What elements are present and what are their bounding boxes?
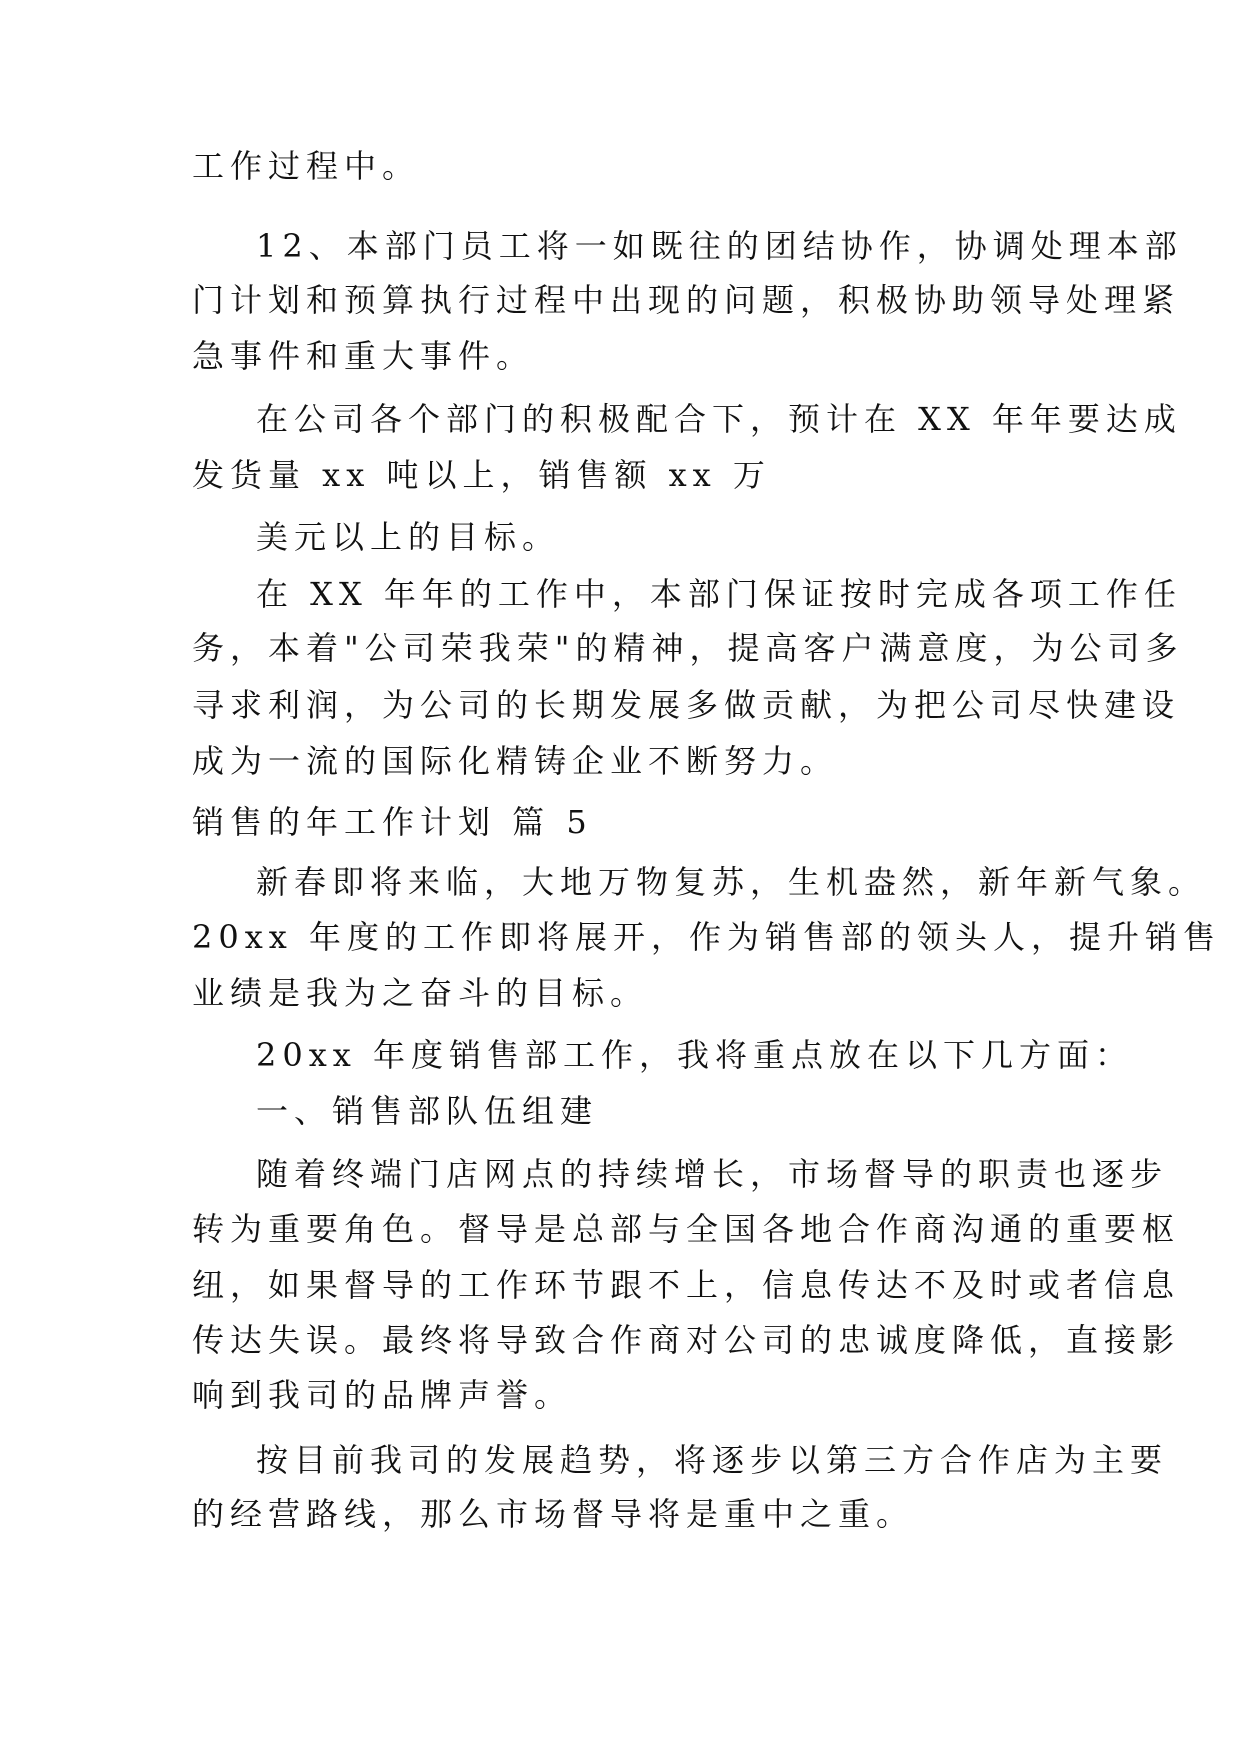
text-line: 寻求利润，为公司的长期发展多做贡献，为把公司尽快建设 [192, 686, 1181, 724]
text-line: 新春即将来临，大地万物复苏，生机盎然，新年新气象。 [256, 863, 1207, 901]
text-line: 12、本部门员工将一如既往的团结协作，协调处理本部 [256, 227, 1183, 265]
text-line: 务，本着"公司荣我荣"的精神，提高客户满意度，为公司多 [192, 629, 1184, 667]
text-line: 传达失误。最终将导致合作商对公司的忠诚度降低，直接影 [192, 1321, 1181, 1359]
text-line: 工作过程中。 [192, 147, 421, 185]
text-line: 急事件和重大事件。 [192, 337, 535, 375]
text-line: 发货量 xx 吨以上，销售额 xx 万 [192, 456, 771, 494]
text-line: 20xx 年度销售部工作，我将重点放在以下几方面： [256, 1036, 1133, 1074]
subheading: 一、销售部队伍组建 [256, 1092, 599, 1130]
text-line: 在公司各个部门的积极配合下，预计在 XX 年年要达成 [256, 400, 1182, 438]
text-line: 响到我司的品牌声誉。 [192, 1376, 573, 1414]
text-line: 按目前我司的发展趋势，将逐步以第三方合作店为主要 [256, 1441, 1169, 1479]
text-line: 20xx 年度的工作即将展开，作为销售部的领头人，提升销售 [192, 918, 1221, 956]
section-heading: 销售的年工作计划 篇 5 [192, 803, 593, 841]
text-line: 门计划和预算执行过程中出现的问题，积极协助领导处理紧 [192, 281, 1181, 319]
text-line: 业绩是我为之奋斗的目标。 [192, 974, 649, 1012]
text-line: 纽，如果督导的工作环节跟不上，信息传达不及时或者信息 [192, 1266, 1181, 1304]
text-line: 在 XX 年年的工作中，本部门保证按时完成各项工作任 [256, 575, 1182, 613]
text-line: 成为一流的国际化精铸企业不断努力。 [192, 742, 839, 780]
text-line: 的经营路线，那么市场督导将是重中之重。 [192, 1495, 915, 1533]
text-line: 转为重要角色。督导是总部与全国各地合作商沟通的重要枢 [192, 1210, 1181, 1248]
text-line: 美元以上的目标。 [256, 518, 561, 556]
text-line: 随着终端门店网点的持续增长，市场督导的职责也逐步 [256, 1155, 1169, 1193]
